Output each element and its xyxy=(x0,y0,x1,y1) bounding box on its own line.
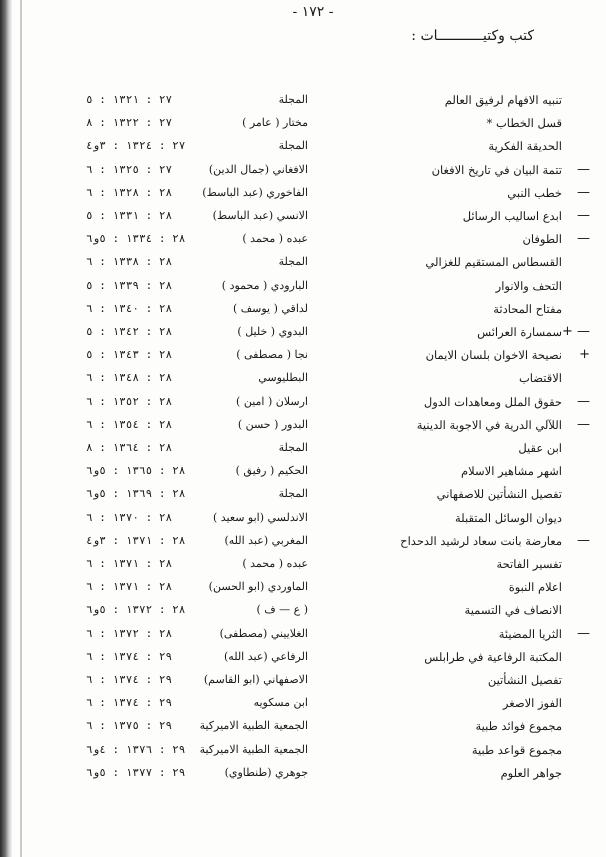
table-row xyxy=(0,436,606,460)
book-title: تفصيل النشأتين للاصفهاني xyxy=(436,487,562,502)
book-title: الحديقة الفكرية xyxy=(488,139,562,154)
table-row xyxy=(0,181,606,205)
book-title: الانصاف في التسمية xyxy=(464,603,562,618)
book-title: مجموع فوائد طبية xyxy=(475,719,562,734)
table-row xyxy=(0,320,606,344)
reference-code: ٢٨ : ١٣٦٥ : ٥و٦ xyxy=(86,464,186,478)
table-row xyxy=(0,390,606,414)
reference-code: ٢٩ : ١٣٧٦ : ٤و٦ xyxy=(86,742,186,756)
reference-code: ٢٨ : ١٣٧٢ : ٦ xyxy=(86,626,173,640)
author-name: المجلة xyxy=(278,93,308,106)
table-row xyxy=(0,552,606,576)
reference-code: ٢٨ : ١٣٧١ : ٣و٤ xyxy=(86,533,186,547)
author-name: لداقي ( يوسف ) xyxy=(232,301,308,315)
book-title: نصيحة الاخوان بلسان الايمان xyxy=(425,348,562,363)
reference-code: ٢٨ : ١٣٦٤ : ٨ xyxy=(86,441,173,454)
margin-mark: — xyxy=(577,161,590,177)
margin-mark: — xyxy=(577,231,590,247)
table-row xyxy=(0,622,606,646)
reference-code: ٢٨ : ١٣٤٠ : ٦ xyxy=(86,301,173,315)
margin-mark: — xyxy=(577,208,590,223)
reference-code: ٢٩ : ١٣٧٤ : ٦ xyxy=(86,696,173,710)
reference-code: ٢٨ : ١٣٤٨ : ٦ xyxy=(86,371,173,385)
reference-code: ٢٩ : ١٣٧٤ : ٦ xyxy=(86,673,173,686)
book-title: اشهر مشاهير الاسلام xyxy=(461,464,562,479)
book-title: اللآلي الدرية في الاجوبة الدينية xyxy=(416,417,562,432)
author-name: نجا ( مصطفى ) xyxy=(236,348,308,362)
author-name: الغلاييني (مصطفى) xyxy=(219,626,308,640)
reference-code: ٢٨ : ١٣٧٠ : ٦ xyxy=(86,510,173,524)
reference-code: ٢٨ : ١٣٢٨ : ٦ xyxy=(86,185,173,199)
author-name: البدور ( حسن ) xyxy=(237,417,308,431)
book-title: تفصيل النشأتين xyxy=(487,673,562,687)
table-row xyxy=(0,158,606,182)
margin-mark: + xyxy=(579,347,590,363)
table-row xyxy=(0,645,606,669)
author-name: المجلة xyxy=(278,487,308,501)
author-name: الجمعية الطبية الاميركية xyxy=(199,719,308,733)
book-title: قسل الخطاب * xyxy=(486,116,562,131)
author-name: الاصفهاني (ابو القاسم) xyxy=(203,673,308,686)
author-name: الانسي (عبد الباسط) xyxy=(212,209,308,222)
margin-mark: + — xyxy=(561,324,590,339)
reference-code: ٢٨ : ١٣٣١ : ٥ xyxy=(86,209,173,222)
book-title: ديوان الوسائل المتقبلة xyxy=(455,510,562,525)
author-name: مختار ( عامر ) xyxy=(242,116,308,130)
book-title: القسطاس المستقيم للغزالي xyxy=(425,255,562,270)
book-title: تتمة البيان في تاريخ الافغان xyxy=(431,162,562,177)
author-name: المجلة xyxy=(278,441,308,454)
table-row xyxy=(0,204,606,228)
author-name: ارسلان ( امين ) xyxy=(236,394,308,408)
author-name: الجمعية الطبية الاميركية xyxy=(199,742,308,756)
author-name: ابن مسكويه xyxy=(253,696,308,710)
book-title: مجموع قواعد طبية xyxy=(471,742,562,757)
table-row xyxy=(0,297,606,321)
author-name: المغربي (عبد الله) xyxy=(224,533,308,547)
reference-code: ٢٨ : ١٣٧٢ : ٥و٦ xyxy=(86,603,186,617)
margin-mark: — xyxy=(577,393,590,409)
book-title: معارضة بانت سعاد لرشيد الدحداح xyxy=(400,533,562,548)
table-row xyxy=(0,250,606,274)
table-row xyxy=(0,459,606,483)
table-row xyxy=(0,529,606,553)
table-row xyxy=(0,482,606,506)
author-name: الحكيم ( رفيق ) xyxy=(235,464,308,478)
table-row xyxy=(0,343,606,367)
table-row xyxy=(0,738,606,762)
table-row xyxy=(0,691,606,715)
author-name: الفاخوري (عبد الباسط) xyxy=(202,185,308,199)
reference-code: ٢٨ : ١٣٤٣ : ٥ xyxy=(86,348,173,362)
reference-code: ٢٨ : ١٣٣٩ : ٥ xyxy=(86,278,173,292)
reference-code: ٢٧ : ١٣٢٢ : ٨ xyxy=(86,116,173,130)
reference-code: ٢٨ : ١٣٣٨ : ٦ xyxy=(86,255,173,269)
author-name: عبده ( محمد ) xyxy=(242,232,308,246)
book-title: ابن عقيل xyxy=(518,441,562,455)
book-title: اعلام النبوة xyxy=(508,580,562,595)
book-title: تنبيه الافهام لرفيق العالم xyxy=(444,93,562,107)
reference-code: ٢٨ : ١٣٧١ : ٦ xyxy=(86,580,173,594)
table-row xyxy=(0,761,606,785)
book-title: ابدع اساليب الرسائل xyxy=(462,209,562,223)
reference-code: ٢٧ : ١٣٢١ : ٥ xyxy=(86,93,173,106)
table-row xyxy=(0,366,606,390)
author-name: الافغاني (جمال الدين) xyxy=(208,162,308,176)
table-row xyxy=(0,714,606,738)
table-row xyxy=(0,88,606,112)
book-title: خطب النبي xyxy=(507,185,562,200)
book-title: الثريا المضيئة xyxy=(498,626,562,641)
author-name: عبده ( محمد ) xyxy=(242,557,308,570)
reference-code: ٢٩ : ١٣٧٥ : ٦ xyxy=(86,719,173,733)
author-name: المجلة xyxy=(278,139,308,153)
author-name: الرفاعي (عبد الله) xyxy=(224,649,308,663)
author-name: البارودي ( محمود ) xyxy=(221,278,308,292)
book-title: المكتبة الرفاعية في طرابلس xyxy=(424,649,562,664)
reference-code: ٢٨ : ١٣٤٢ : ٥ xyxy=(86,325,173,338)
author-name: البطليوسي xyxy=(258,371,308,385)
table-row xyxy=(0,274,606,298)
table-row xyxy=(0,506,606,530)
book-title: التحف والانوار xyxy=(495,278,562,293)
author-name: البدوي ( خليل ) xyxy=(237,325,308,338)
book-title: مفتاح المحادثة xyxy=(493,301,562,316)
book-title: تفسير الفاتحة xyxy=(496,557,562,571)
page-number: - ١٧٢ - xyxy=(292,4,334,20)
table-row xyxy=(0,413,606,437)
table-row xyxy=(0,598,606,622)
reference-code: ٢٩ : ١٣٧٧ : ٥و٦ xyxy=(86,765,186,779)
author-name: المجلة xyxy=(278,255,308,269)
table-row xyxy=(0,227,606,251)
reference-code: ٢٨ : ١٣٥٢ : ٦ xyxy=(86,394,173,408)
table-row xyxy=(0,134,606,158)
reference-code: ٢٨ : ١٣٦٩ : ٥و٦ xyxy=(86,487,186,501)
reference-code: ٢٨ : ١٣٧١ : ٦ xyxy=(86,557,173,570)
book-title: الفوز الاصغر xyxy=(502,696,562,711)
reference-code: ٢٩ : ١٣٧٤ : ٦ xyxy=(86,649,173,663)
reference-code: ٢٧ : ١٣٢٤ : ٣و٤ xyxy=(86,139,186,153)
author-name: الماوردي (ابو الحسن) xyxy=(208,580,308,594)
reference-code: ٢٨ : ١٣٣٤ : ٥و٦ xyxy=(86,232,186,246)
margin-mark: — xyxy=(577,625,590,641)
book-title: حقوق الملل ومعاهدات الدول xyxy=(423,394,562,409)
author-name: الاندلسي (ابو سعيد ) xyxy=(213,510,308,524)
table-row xyxy=(0,575,606,599)
book-title: الاقتضاب xyxy=(518,371,562,386)
table-row xyxy=(0,668,606,692)
section-heading: كتب وكتيـــــــــــات : xyxy=(411,28,534,44)
table-row xyxy=(0,111,606,135)
reference-code: ٢٨ : ١٣٥٤ : ٦ xyxy=(86,417,173,431)
book-title: الطوفان xyxy=(522,232,562,247)
reference-code: ٢٧ : ١٣٢٥ : ٦ xyxy=(86,162,173,176)
margin-mark: — xyxy=(577,184,590,200)
margin-mark: — xyxy=(577,532,590,548)
margin-mark: — xyxy=(577,416,590,432)
author-name: ( ع — ف ) xyxy=(256,603,308,617)
book-title: سمسارة العرائس xyxy=(477,325,562,339)
author-name: جوهري (طنطاوي) xyxy=(224,765,308,779)
book-title: جواهر العلوم xyxy=(500,765,562,780)
